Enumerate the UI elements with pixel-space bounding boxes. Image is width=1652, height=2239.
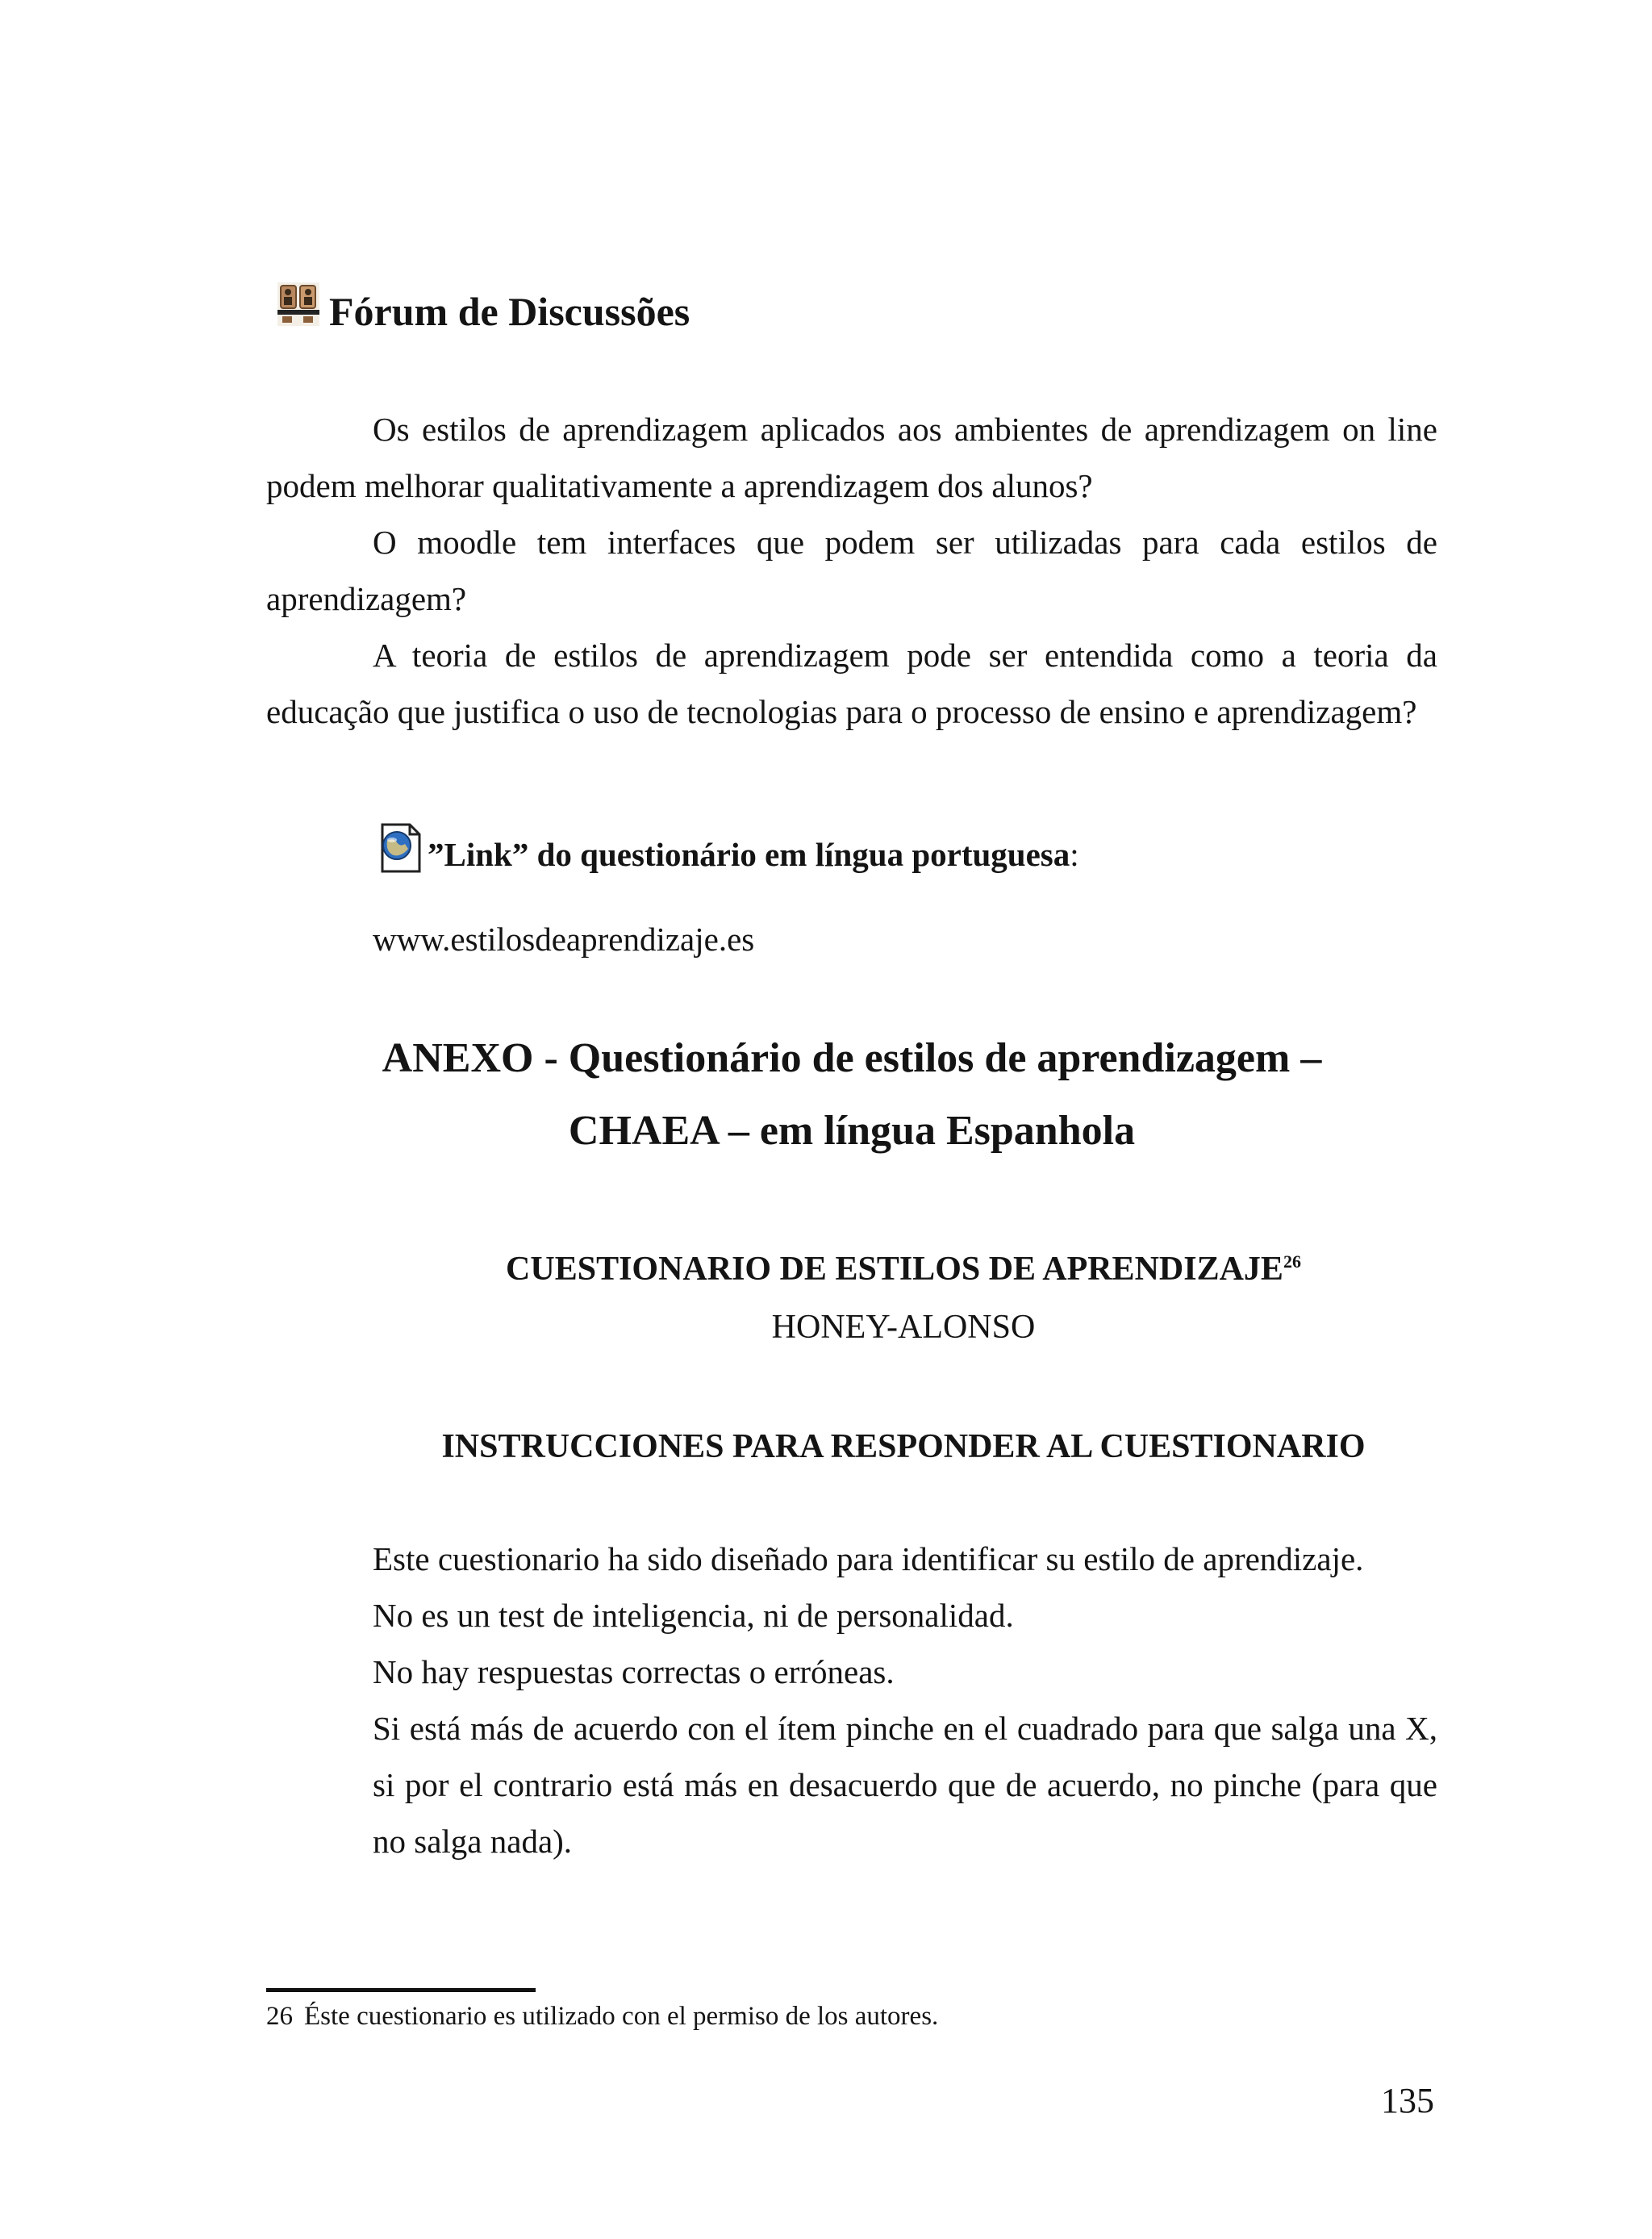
footnote-text: Éste cuestionario es utilizado con el permiso de los autores. [304,2002,939,2031]
questionnaire-url[interactable]: www.estilosdeaprendizaje.es [373,921,755,958]
page-number: 135 [1381,2081,1434,2120]
cuestionario-title-text: CUESTIONARIO DE ESTILOS DE APRENDIZAJE [506,1251,1283,1288]
footnote-divider [266,1988,536,1992]
forum-questions [266,401,1437,740]
forum-title: Fórum de Discussões [329,289,690,334]
forum-question-2: O moodle tem interfaces que podem ser utilizadas para cada estilos de aprendizagem? [266,524,1437,617]
link-colon: : [1070,836,1079,873]
cuestionario-subtitle: HONEY-ALONSO [771,1309,1036,1346]
questionnaire-link-label [376,821,1079,883]
forum-question-1: Os estilos de aprendizagem aplicados aos ambientes de aprendizagem on line podem melhorar qualitativamente a aprendizagem dos alunos? [266,411,1437,504]
anexo-heading-line-1: ANEXO - Questionário de estilos de aprendizagem – [382,1035,1322,1081]
link-label: ”Link” do questionário em língua portuguesa [428,836,1070,873]
footnote-number: 26 [266,2002,293,2031]
forum-icon [276,281,321,328]
instructions-body [373,1531,1437,1869]
instruction-line: Si está más de acuerdo con el ítem pinche en el cuadrado para que salga una X, si por el contrario está más en desacuerdo que de acuerdo, no pinche (para que no salga nada). [373,1710,1437,1860]
instruction-line: No hay respuestas correctas o erróneas. [373,1653,895,1690]
web-document-icon [376,821,424,875]
instructions-title: INSTRUCCIONES PARA RESPONDER AL CUESTIONARIO [441,1428,1366,1465]
forum-question-3: A teoria de estilos de aprendizagem pode ser entendida como a teoria da educação que justifica o uso de tecnologias para o processo de ensino e aprendizagem? [266,637,1437,730]
cuestionario-title [266,1241,1541,1297]
footnote [266,1996,938,2036]
anexo-heading-line-2: CHAEA – em língua Espanhola [568,1108,1136,1154]
instruction-line: No es un test de inteligencia, ni de personalidad. [373,1597,1014,1634]
forum-heading [276,273,690,337]
instruction-line: Este cuestionario ha sido diseñado para identificar su estilo de aprendizaje. [373,1540,1364,1577]
footnote-reference: 26 [1283,1251,1301,1272]
